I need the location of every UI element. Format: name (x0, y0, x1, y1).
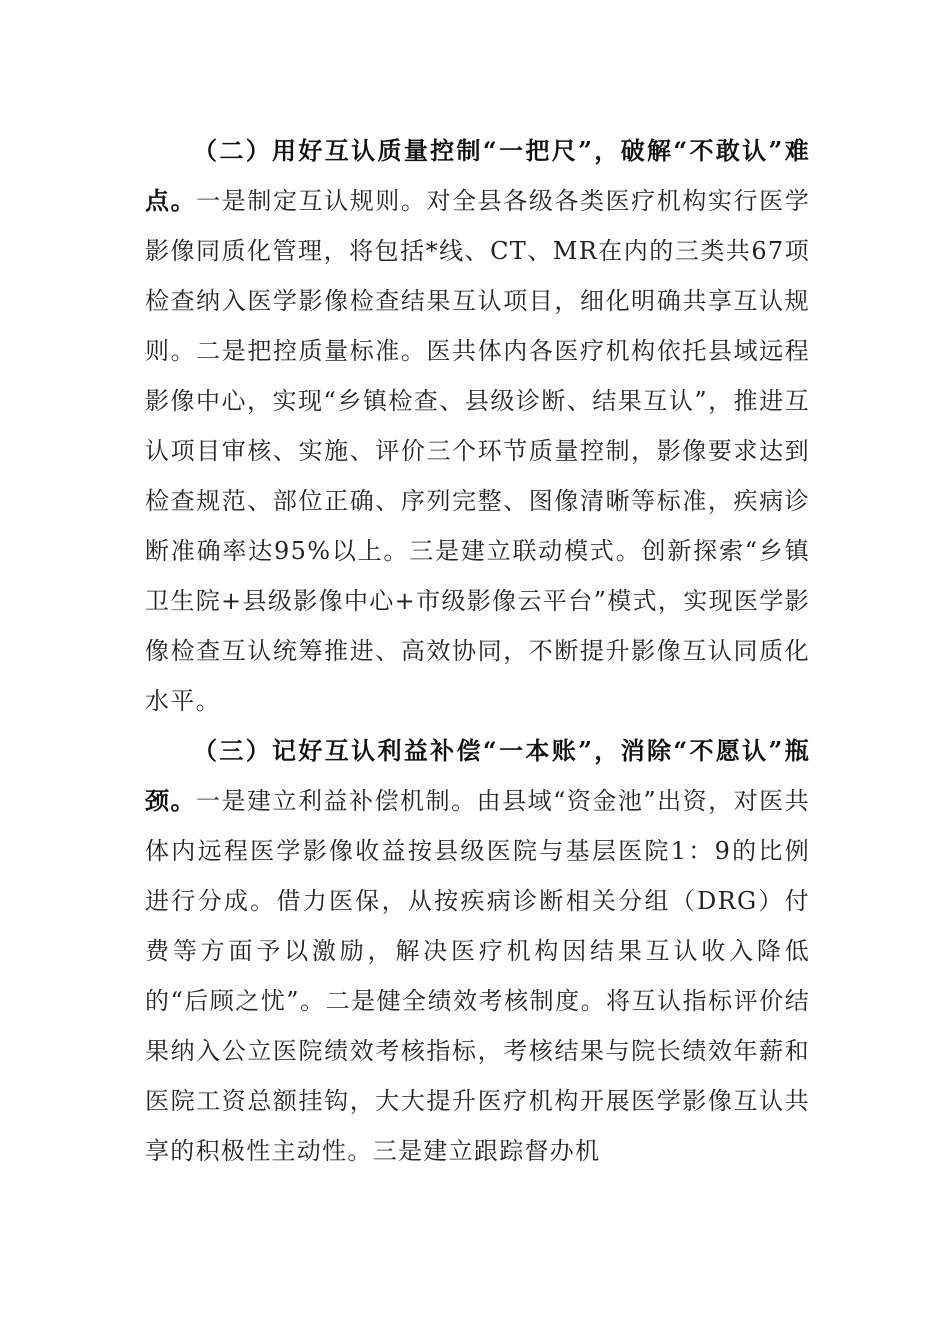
section-3-heading: （三）记好互认利益补偿“一本账”，消除“不愿认”瓶颈。 (145, 736, 810, 815)
document-page (145, 126, 810, 1176)
section-3-body: 一是建立利益补偿机制。由县域“资金池”出资，对医共体内远程医学影像收益按县级医院与基层医院1：9的比例进行分成。借力医保，从按疾病诊断相关分组（DRG）付费等方面予以激励，解决医疗机构因结果互认收入降低的“后顾之忧”。二是健全绩效考核制度。将互认指标评价结果纳入公立医院绩效考核指标，考核结果与院长绩效年薪和医院工资总额挂钩，大大提升医疗机构开展医学影像互认共享的积极性主动性。三是建立跟踪督办机 (145, 787, 810, 1165)
paragraph-section-3 (145, 726, 810, 1176)
paragraph-section-2 (145, 126, 810, 726)
section-2-heading: （二）用好互认质量控制“一把尺”，破解“不敢认”难点。 (145, 136, 810, 215)
section-2-body: 一是制定互认规则。对全县各级各类医疗机构实行医学影像同质化管理，将包括*线、CT、MR在内的三类共67项检查纳入医学影像检查结果互认项目，细化明确共享互认规则。二是把控质量标准。医共体内各医疗机构依托县域远程影像中心，实现“乡镇检查、县级诊断、结果互认”，推进互认项目审核、实施、评价三个环节质量控制，影像要求达到检查规范、部位正确、序列完整、图像清晰等标准，疾病诊断准确率达95%以上。三是建立联动模式。创新探索“乡镇卫生院+县级影像中心+市级影像云平台”模式，实现医学影像检查互认统筹推进、高效协同，不断提升影像互认同质化水平。 (145, 187, 810, 715)
